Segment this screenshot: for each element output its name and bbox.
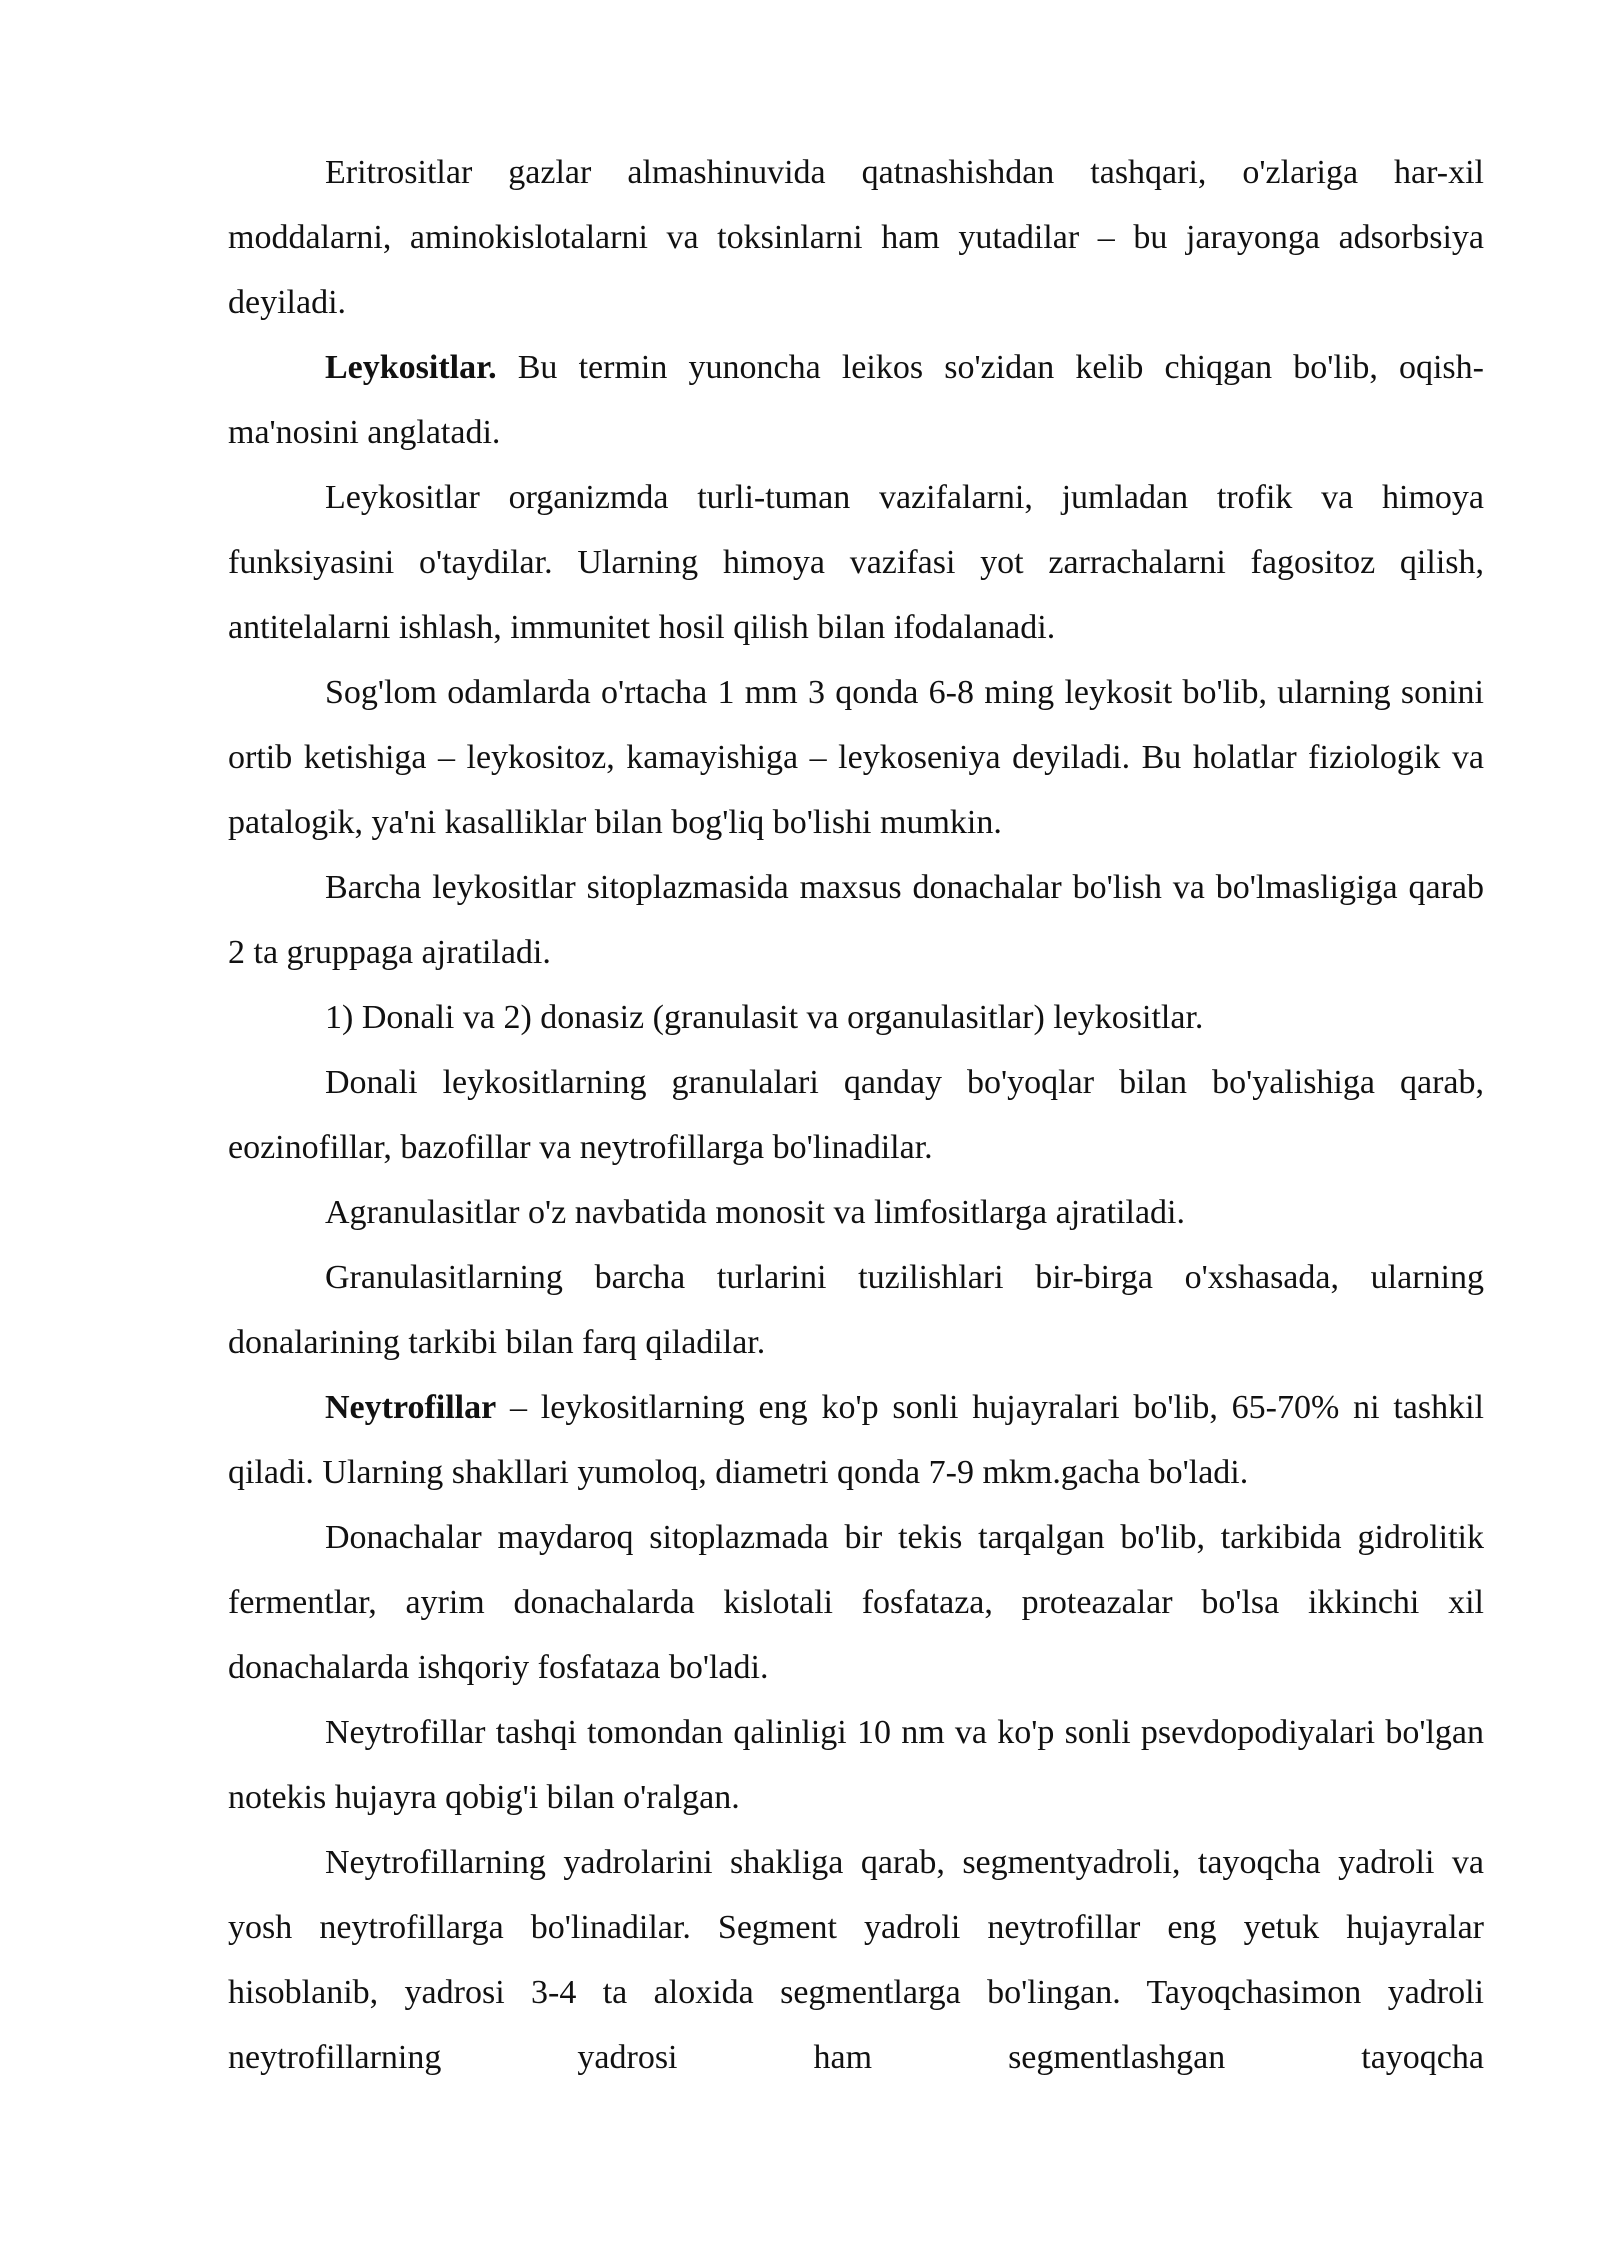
paragraph-donali-types	[228, 1050, 1484, 1180]
paragraph-text: Sog'lom odamlarda o'rtacha 1 mm 3 qonda 6-8 ming leykosit bo'lib, ularning sonini ortib ketishiga – leykositoz, kamayishiga – leykoseniya deyiladi. Bu holatlar fiziologik va patalogik, ya'ni kasalliklar bilan bog'liq bo'lishi mumkin.	[228, 674, 1484, 841]
paragraph-granulasitlar	[228, 1245, 1484, 1375]
paragraph-text: Bu termin yunoncha leikos so'zidan kelib chiqgan bo'lib, oqish-ma'nosini anglatadi.	[228, 349, 1484, 451]
paragraph-text: Neytrofillarning yadrolarini shakliga qarab, segmentyadroli, tayoqcha yadroli va yosh neytrofillarga bo'linadilar. Segment yadroli neytrofillar eng yetuk hujayralar hisoblanib, yadrosi 3-4 ta aloxida segmentlarga bo'lingan. Tayoqchasimon yadroli neytrofillarning yadrosi ham segmentlashgan tayoqcha	[228, 1844, 1484, 2076]
paragraph-text: Donali leykositlarning granulalari qanday bo'yoqlar bilan bo'yalishiga qarab, eozinofillar, bazofillar va neytrofillarga bo'linadilar.	[228, 1064, 1484, 1166]
paragraph-neytrofillar-membrane	[228, 1700, 1484, 1830]
paragraph-leykositlar-definition	[228, 335, 1484, 465]
paragraph-text: Leykositlar organizmda turli-tuman vazifalarni, jumladan trofik va himoya funksiyasini o'taydilar. Ularning himoya vazifasi yot zarrachalarni fagositoz qilish, antitelalarni ishlash, immunitet hosil qilish bilan ifodalanadi.	[228, 479, 1484, 646]
paragraph-neytrofillar-definition	[228, 1375, 1484, 1505]
paragraph-text: 1) Donali va 2) donasiz (granulasit va organulasitlar) leykositlar.	[325, 999, 1204, 1036]
paragraph-leykositlar-functions	[228, 465, 1484, 660]
paragraph-text: Agranulasitlar o'z navbatida monosit va limfositlarga ajratiladi.	[325, 1194, 1185, 1231]
paragraph-text: Barcha leykositlar sitoplazmasida maxsus donachalar bo'lish va bo'lmasligiga qarab 2 ta gruppaga ajratiladi.	[228, 869, 1484, 971]
paragraph-neytrofillar-yadro	[228, 1830, 1484, 2090]
paragraph-agranulasitlar	[228, 1180, 1484, 1245]
term-leykositlar: Leykositlar.	[325, 349, 497, 386]
paragraph-text: Donachalar maydaroq sitoplazmada bir tekis tarqalgan bo'lib, tarkibida gidrolitik fermentlar, ayrim donachalarda kislotali fosfataza, proteazalar bo'lsa ikkinchi xil donachalarda ishqoriy fosfataza bo'ladi.	[228, 1519, 1484, 1686]
paragraph-eritrositlar-adsorbsiya	[228, 140, 1484, 335]
term-neytrofillar: Neytrofillar	[325, 1389, 497, 1426]
paragraph-donali-donasiz	[228, 985, 1484, 1050]
document-page	[228, 140, 1484, 2090]
paragraph-text: Neytrofillar tashqi tomondan qalinligi 10 nm va ko'p sonli psevdopodiyalari bo'lgan notekis hujayra qobig'i bilan o'ralgan.	[228, 1714, 1484, 1816]
paragraph-text: Eritrositlar gazlar almashinuvida qatnashishdan tashqari, o'zlariga har-xil moddalarni, aminokislotalarni va toksinlarni ham yutadilar – bu jarayonga adsorbsiya deyiladi.	[228, 154, 1484, 321]
paragraph-text: – leykositlarning eng ko'p sonli hujayralari bo'lib, 65-70% ni tashkil qiladi. Ularning shakllari yumoloq, diametri qonda 7-9 mkm.gacha bo'ladi.	[228, 1389, 1484, 1491]
paragraph-leykosit-groups	[228, 855, 1484, 985]
paragraph-text: Granulasitlarning barcha turlarini tuzilishlari bir-birga o'xshasada, ularning donalarining tarkibi bilan farq qiladilar.	[228, 1259, 1484, 1361]
paragraph-leykosit-count	[228, 660, 1484, 855]
paragraph-donachalar	[228, 1505, 1484, 1700]
